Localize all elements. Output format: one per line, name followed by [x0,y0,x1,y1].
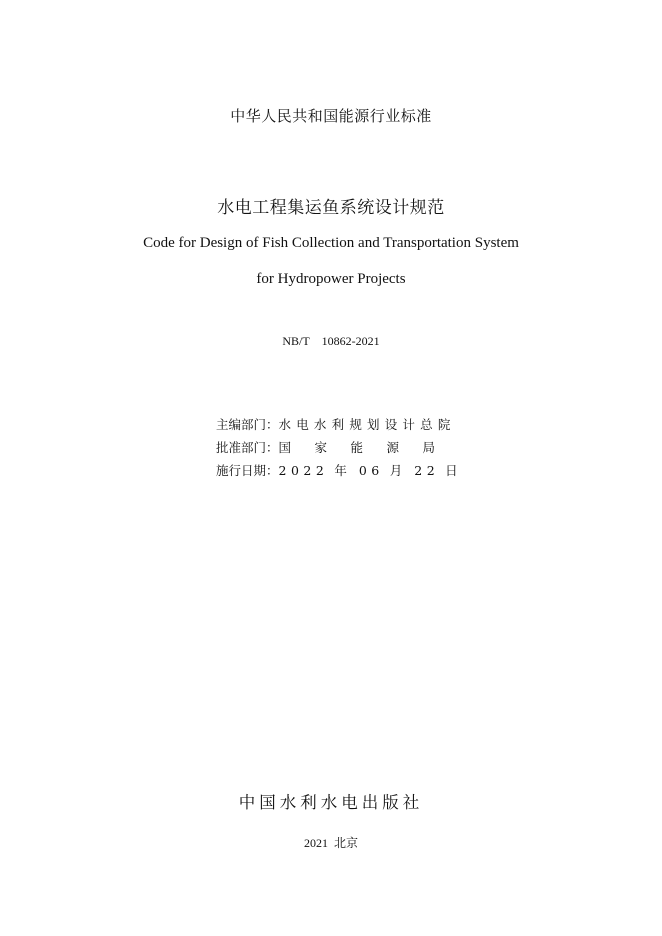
publication-year-place [0,834,662,851]
approver-char: 家 [314,440,328,455]
approver-char: 能 [350,440,364,455]
standard-number [0,334,662,349]
issuance-info [216,413,458,482]
date-day-unit: 日 [445,463,458,478]
date-year-unit: 年 [334,463,347,478]
standard-prefix: NB/T [282,334,310,348]
effective-date-label: 施行日期： [216,463,279,478]
date-day: 22 [414,463,440,478]
standard-code: 10862-2021 [321,334,380,348]
date-month-unit: 月 [389,463,403,478]
editor-label: 主编部门： [216,417,279,432]
approver-value [279,436,436,459]
approver-label: 批准部门： [216,440,279,455]
industry-standard-heading: 中华人民共和国能源行业标准 [230,107,432,125]
date-month: 06 [358,463,384,478]
approver-char: 源 [386,440,400,455]
editor-value: 水电水利规划设计总院 [278,417,456,432]
approver-char: 局 [422,440,436,455]
date-year: 2022 [278,463,329,478]
effective-date-value [279,459,458,482]
editor-row [216,413,458,436]
effective-date-row [216,459,458,482]
approver-row [216,436,458,459]
approver-char: 国 [278,440,292,455]
publisher-name: 中国水利水电出版社 [238,793,424,812]
publication-year: 2021 [303,836,328,850]
publication-city: 北京 [333,836,358,850]
document-title-english-line-1: Code for Design of Fish Collection and Transportation System [143,235,519,251]
document-title-chinese: 水电工程集运鱼系统设计规范 [217,198,445,218]
document-title-english-line-2: for Hydropower Projects [256,271,406,287]
